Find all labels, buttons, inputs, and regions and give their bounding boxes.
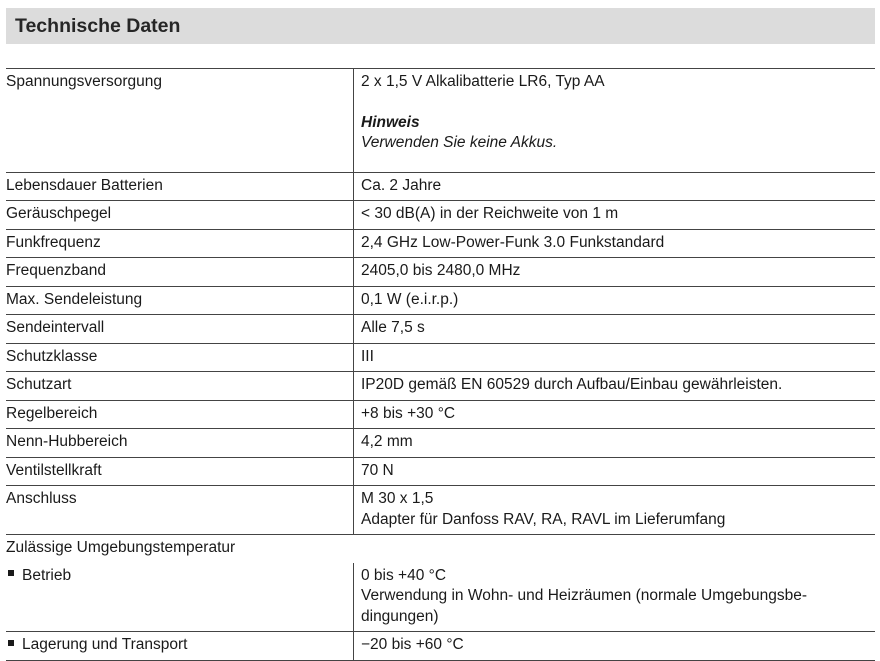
row-label: Ventilstellkraft	[6, 461, 102, 479]
note-block	[361, 113, 875, 168]
technical-data-table	[6, 68, 875, 661]
row-label: Geräuschpegel	[6, 205, 112, 222]
operation-label: Betrieb	[22, 566, 72, 584]
row-label: Sendeintervall	[6, 319, 105, 336]
row-value: Ca. 2 Jahre	[354, 172, 876, 201]
row-label: Schutzklasse	[6, 347, 98, 365]
row-value: Alle 7,5 s	[354, 315, 876, 344]
section-title: Technische Daten	[15, 15, 181, 37]
row-value	[354, 486, 876, 535]
table-row	[6, 457, 875, 486]
table-row	[6, 315, 875, 344]
group-label: Zulässige Umgebungstemperatur	[6, 539, 236, 556]
table-row	[6, 286, 875, 315]
operation-usage: Verwendung in Wohn- und Heizräumen (normale Umgebungsbe-	[361, 587, 808, 604]
row-label: Spannungsversorgung	[6, 73, 162, 90]
operation-usage-cont: dingungen)	[361, 607, 439, 625]
storage-label: Lagerung und Transport	[22, 636, 188, 653]
table-row-operation	[6, 563, 875, 632]
row-label: Funkfrequenz	[6, 233, 101, 251]
note-title: Hinweis	[361, 113, 420, 131]
table-row	[6, 229, 875, 258]
row-value	[354, 69, 876, 173]
row-value: III	[354, 343, 876, 372]
row-value: 70 N	[354, 457, 876, 486]
note-text: Verwenden Sie keine Akkus.	[361, 134, 558, 151]
row-label: Regelbereich	[6, 404, 98, 422]
row-value: 4,2 mm	[354, 429, 876, 458]
row-label: Lebensdauer Batterien	[6, 176, 163, 194]
operation-range: 0 bis +40 °C	[361, 566, 447, 584]
row-value: IP20D gemäß EN 60529 durch Aufbau/Einbau gewährleisten.	[354, 372, 876, 401]
table-row	[6, 372, 875, 401]
table-row	[6, 172, 875, 201]
power-supply-value: 2 x 1,5 V Alkalibatterie LR6, Typ AA	[361, 73, 605, 90]
row-value: 0,1 W (e.i.r.p.)	[354, 286, 876, 315]
row-value: +8 bis +30 °C	[354, 400, 876, 429]
row-label: Max. Sendeleistung	[6, 290, 143, 308]
row-value: < 30 dB(A) in der Reichweite von 1 m	[354, 201, 876, 230]
table-row-storage	[6, 632, 875, 661]
section-header	[6, 8, 875, 44]
table-row	[6, 429, 875, 458]
table-row	[6, 343, 875, 372]
row-label: Frequenzband	[6, 262, 106, 279]
row-value: 2,4 GHz Low-Power-Funk 3.0 Funkstandard	[354, 229, 876, 258]
table-row	[6, 486, 875, 535]
row-label	[6, 632, 354, 661]
table-row	[6, 201, 875, 230]
table-row	[6, 400, 875, 429]
connection-thread: M 30 x 1,5	[361, 490, 434, 507]
row-value: 2405,0 bis 2480,0 MHz	[354, 258, 876, 287]
connection-adapter: Adapter für Danfoss RAV, RA, RAVL im Lieferumfang	[361, 510, 726, 528]
table-row-power-supply	[6, 69, 875, 173]
row-value	[354, 563, 876, 632]
row-value: −20 bis +60 °C	[354, 632, 876, 661]
table-row-ambient-temperature	[6, 535, 875, 563]
row-label: Nenn-Hubbereich	[6, 433, 128, 450]
row-label	[6, 563, 354, 632]
bullet-icon	[8, 640, 14, 646]
row-label: Schutzart	[6, 376, 72, 393]
table-row	[6, 258, 875, 287]
bullet-icon	[8, 570, 14, 576]
row-label: Anschluss	[6, 490, 77, 507]
